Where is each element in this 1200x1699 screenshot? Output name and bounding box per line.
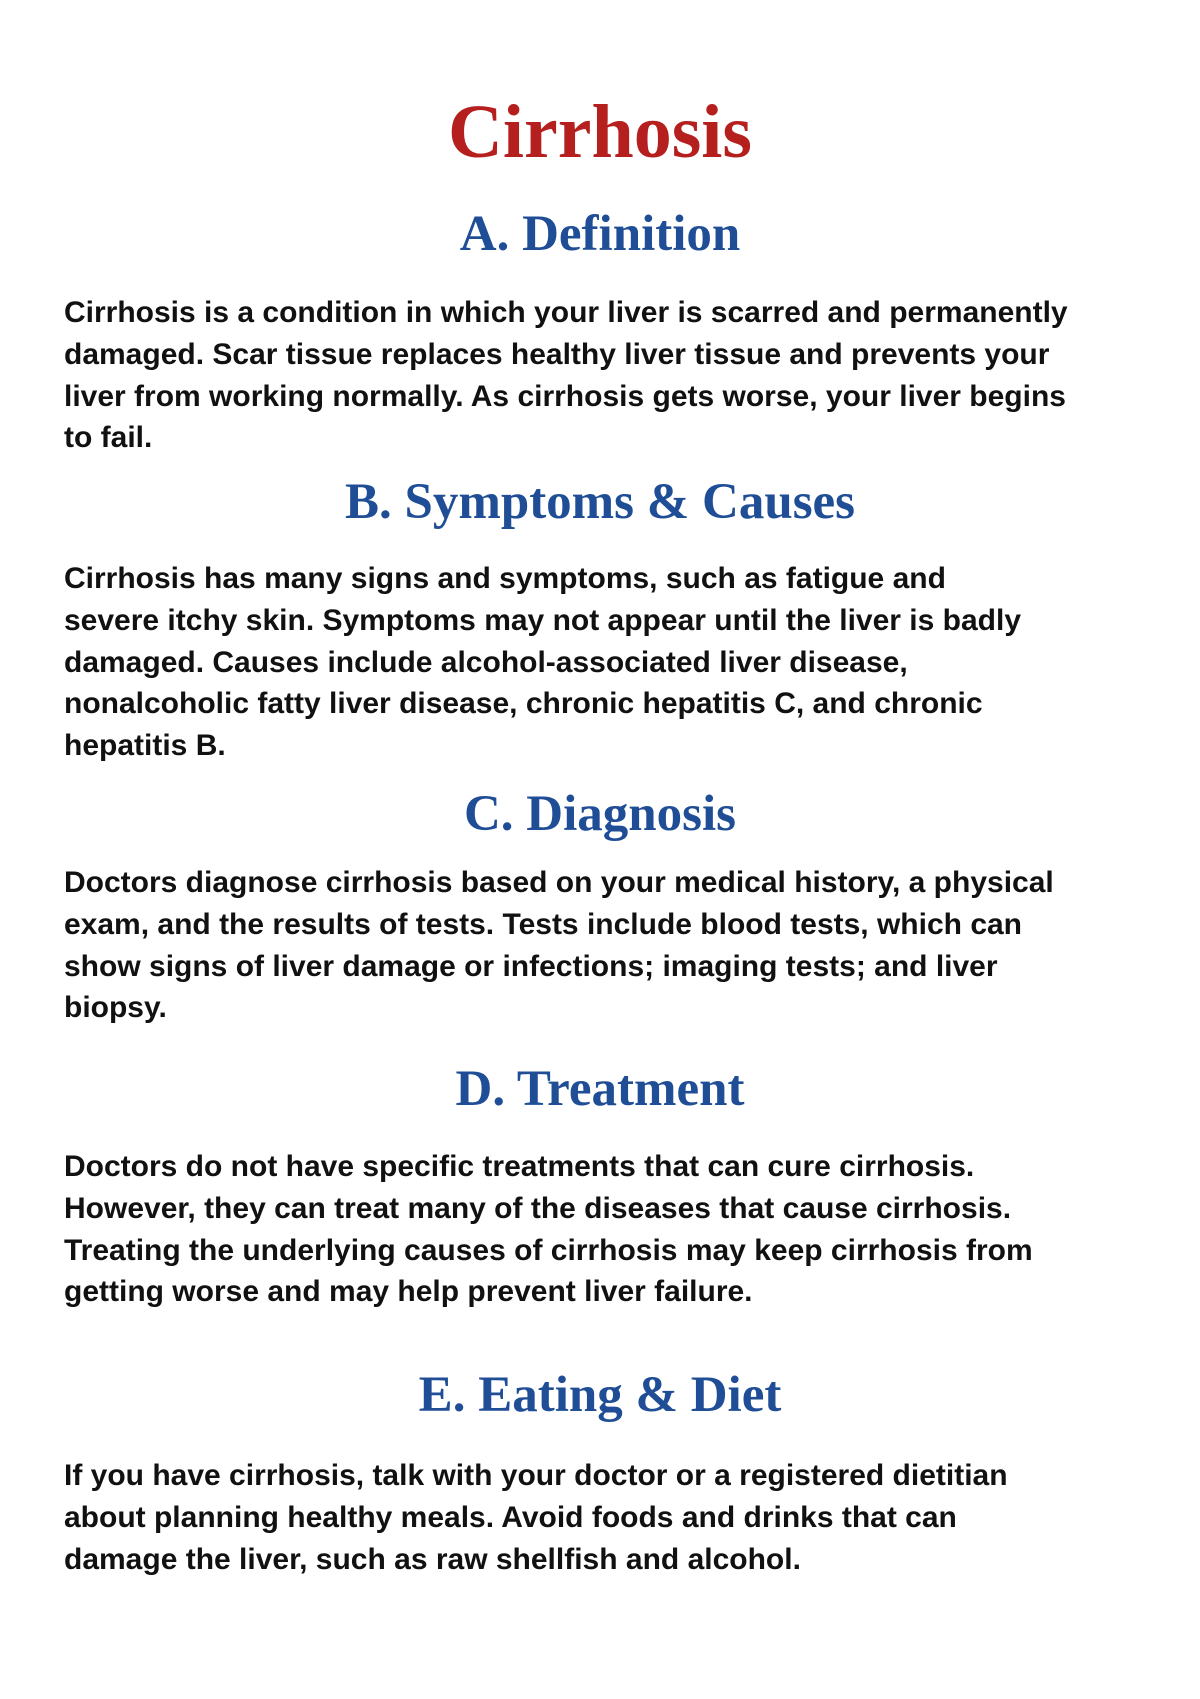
section-heading-definition: A. Definition (459, 206, 741, 262)
section-body-symptoms-causes: Cirrhosis has many signs and symptoms, such as fatigue and severe itchy skin. Symptoms may not appear until the liver is badly damaged. Causes include alcohol-associated liver disease, nonalcoholic fatty liver disease, chronic hepatitis C, and chronic hepatitis B. (64, 562, 1021, 763)
section-heading-eating-diet: E. Eating & Diet (418, 1367, 782, 1423)
section-heading-symptoms-causes: B. Symptoms & Causes (344, 474, 856, 530)
section-body-definition: Cirrhosis is a condition in which your liver is scarred and permanently damaged. Scar tissue replaces healthy liver tissue and prevents your liver from working normally. As cirrhosis gets worse, your liver begins to fail. (64, 296, 1068, 455)
section-body-treatment: Doctors do not have specific treatments that can cure cirrhosis. However, they can treat many of the diseases that cause cirrhosis. Treating the underlying causes of cirrhosis may keep cirrhosis from getting worse and may help prevent liver failure. (64, 1150, 1033, 1309)
section-body-eating-diet: If you have cirrhosis, talk with your doctor or a registered dietitian about planning healthy meals. Avoid foods and drinks that can damage the liver, such as raw shellfish and alcohol. (64, 1459, 1008, 1576)
page-title: Cirrhosis (448, 90, 752, 174)
section-heading-treatment: D. Treatment (455, 1061, 745, 1117)
section-heading-diagnosis: C. Diagnosis (463, 786, 737, 842)
section-body-diagnosis: Doctors diagnose cirrhosis based on your medical history, a physical exam, and the results of tests. Tests include blood tests, which can show signs of liver damage or infections; imaging tests; and liver biopsy. (64, 866, 1054, 1025)
